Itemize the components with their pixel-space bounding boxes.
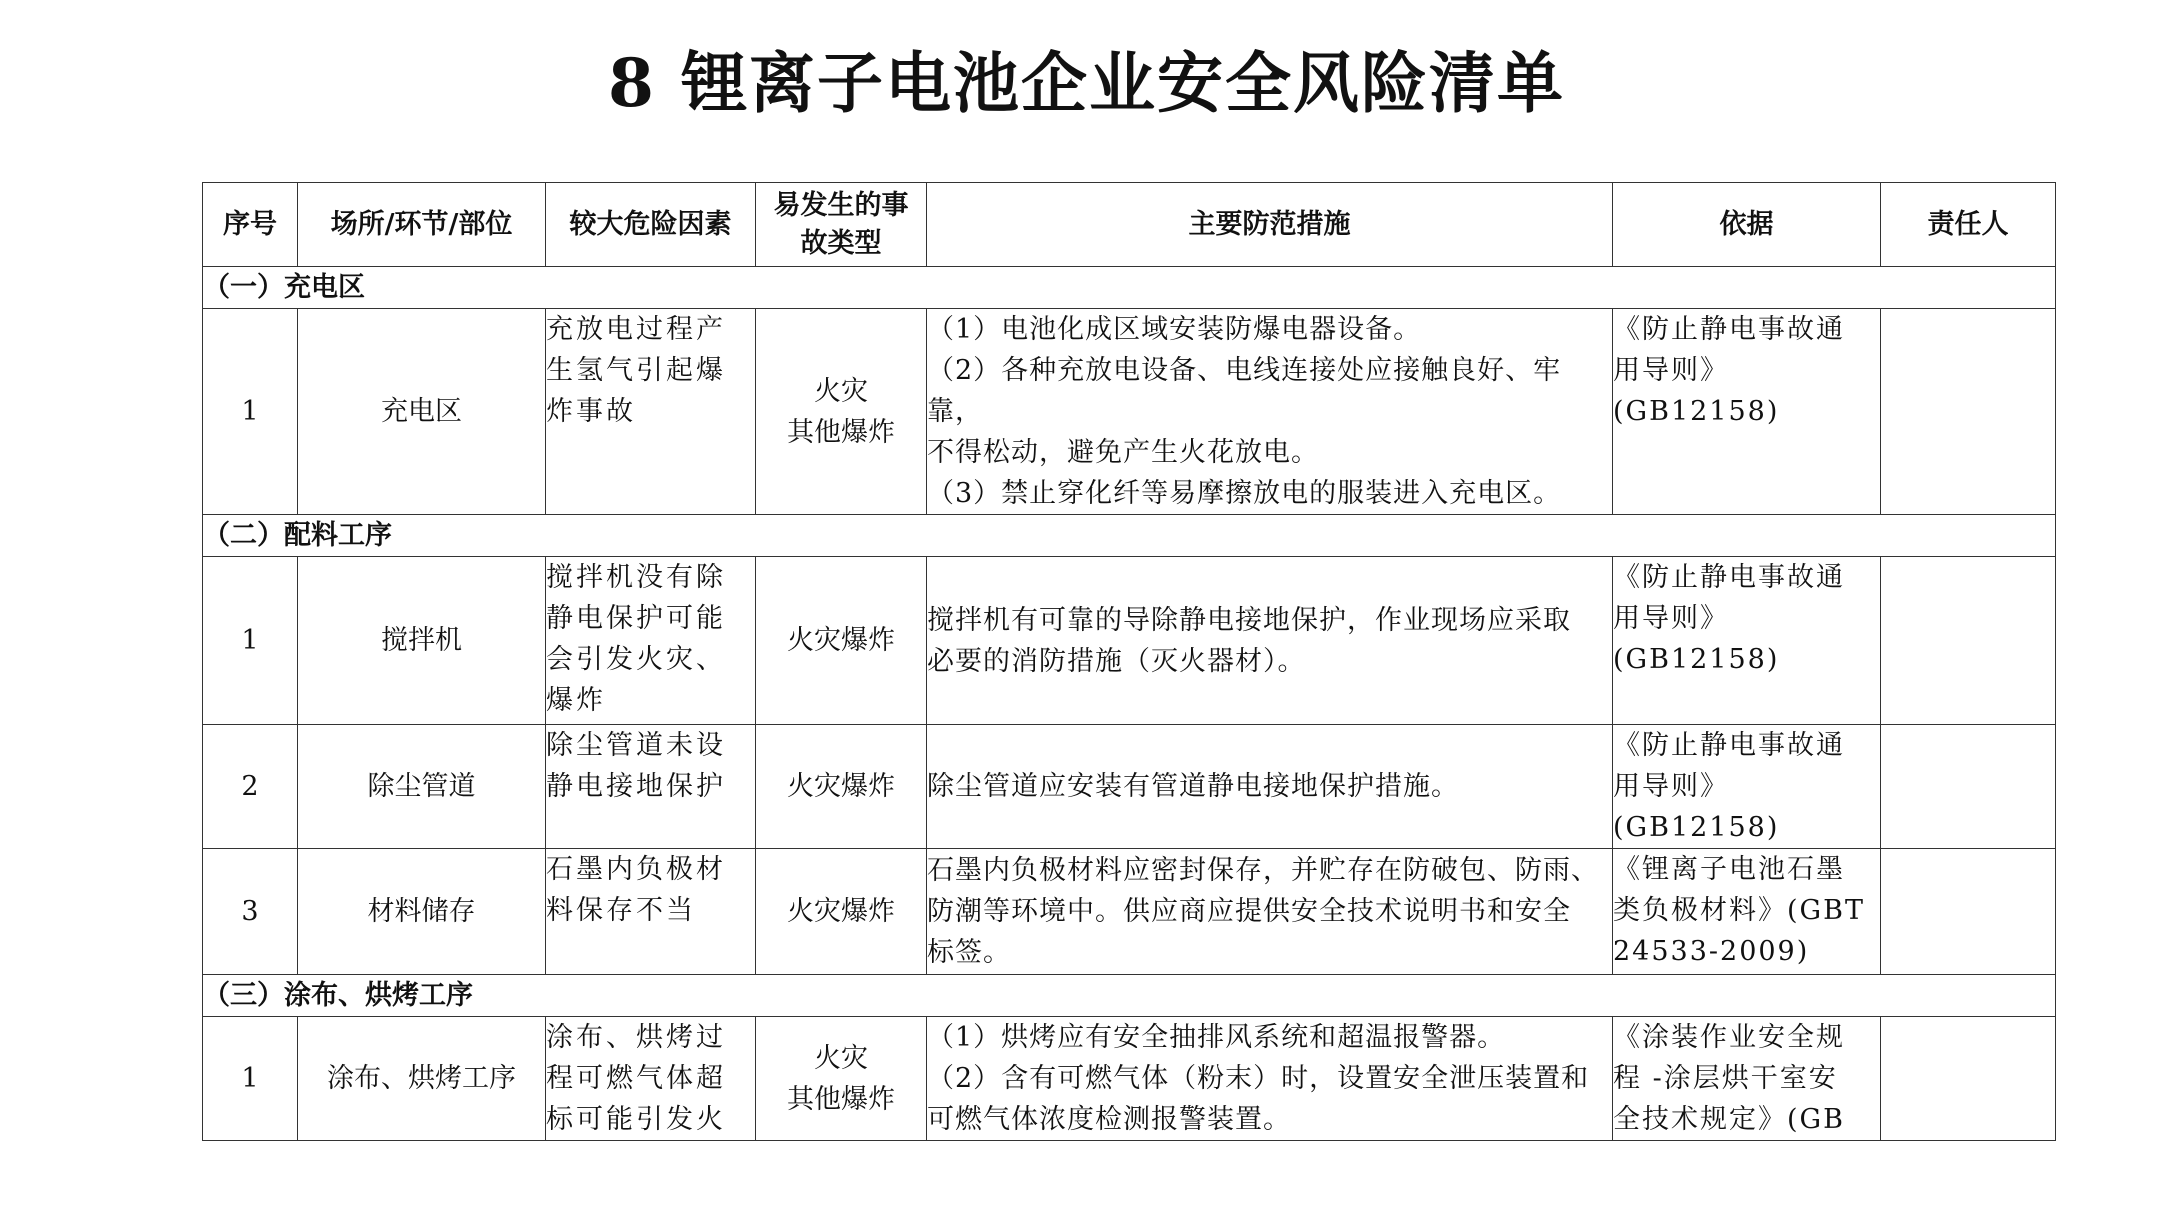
cell-owner: [1881, 1017, 2056, 1141]
table-row: [203, 309, 2056, 515]
cell-no: 1: [203, 1017, 298, 1141]
cell-hazard-line: 涂布、烘烤过: [546, 1022, 726, 1053]
cell-hazard-line: 静电保护可能: [546, 603, 726, 634]
cell-basis-line: 用导则》(GB12158): [1613, 771, 1780, 843]
cell-location: 涂布、烘烤工序: [298, 1017, 546, 1141]
cell-accident-type-line: 其他爆炸: [787, 416, 895, 448]
table-row: [203, 557, 2056, 725]
cell-owner: [1881, 309, 2056, 515]
cell-basis: [1613, 557, 1881, 725]
cell-basis-line: 《防止静电事故通: [1613, 314, 1845, 345]
cell-hazard: [546, 557, 756, 725]
cell-measures-line: 除尘管道应安装有管道静电接地保护措施。: [927, 771, 1459, 802]
cell-measures-line: 标签。: [927, 937, 1011, 968]
section-row: [203, 267, 2056, 309]
cell-basis: [1613, 725, 1881, 849]
cell-accident-type-line: 其他爆炸: [787, 1083, 895, 1115]
cell-measures-line: （1）电池化成区域安装防爆电器设备。: [927, 314, 1422, 345]
cell-owner: [1881, 725, 2056, 849]
section-row: [203, 515, 2056, 557]
cell-measures-line: （1）烘烤应有安全抽排风系统和超温报警器。: [927, 1022, 1506, 1053]
cell-accident-type-line: 火灾爆炸: [787, 771, 895, 802]
cell-hazard: [546, 1017, 756, 1141]
cell-hazard: [546, 849, 756, 975]
section-title: （一）充电区: [203, 267, 2056, 309]
header-accident-type: 易发生的事故类型: [756, 183, 927, 267]
cell-accident-type: [756, 849, 927, 975]
cell-basis-line: 24533-2009): [1613, 936, 1810, 967]
cell-accident-type: [756, 309, 927, 515]
cell-hazard-line: 程可燃气体超: [546, 1063, 726, 1094]
header-hazard: 较大危险因素: [546, 183, 756, 267]
cell-basis: [1613, 849, 1881, 975]
cell-location: 充电区: [298, 309, 546, 515]
document-title: 8 锂离子电池企业安全风险清单: [608, 44, 1565, 122]
cell-hazard-line: 会引发火灾、: [546, 644, 726, 675]
cell-basis-line: 全技术规定》(GB: [1613, 1104, 1845, 1135]
cell-no: 2: [203, 725, 298, 849]
cell-basis-line: 程 -涂层烘干室安: [1613, 1063, 1838, 1094]
cell-accident-type: [756, 1017, 927, 1141]
table-header-row: [203, 183, 2056, 267]
cell-owner: [1881, 849, 2056, 975]
section-title: （二）配料工序: [203, 515, 2056, 557]
cell-location: 搅拌机: [298, 557, 546, 725]
cell-basis-line: 《防止静电事故通: [1613, 730, 1845, 761]
cell-hazard-line: 料保存不当: [546, 895, 696, 926]
cell-measures-line: （2）各种充放电设备、电线连接处应接触良好、牢靠，: [927, 355, 1562, 427]
cell-no: 1: [203, 557, 298, 725]
cell-hazard: [546, 725, 756, 849]
cell-basis: [1613, 1017, 1881, 1141]
table-row: [203, 1017, 2056, 1141]
cell-measures-line: 防潮等环境中。供应商应提供安全技术说明书和安全: [927, 896, 1571, 927]
risk-table: [202, 182, 2056, 1141]
cell-measures-line: 可燃气体浓度检测报警装置。: [927, 1104, 1291, 1135]
cell-basis: [1613, 309, 1881, 515]
table-row: [203, 849, 2056, 975]
cell-accident-type: [756, 725, 927, 849]
cell-owner: [1881, 557, 2056, 725]
cell-location: 除尘管道: [298, 725, 546, 849]
cell-measures-line: （3）禁止穿化纤等易摩擦放电的服装进入充电区。: [927, 478, 1562, 509]
header-no: 序号: [203, 183, 298, 267]
cell-measures: [927, 725, 1613, 849]
section-title: （三）涂布、烘烤工序: [203, 975, 2056, 1017]
cell-measures-line: 搅拌机有可靠的导除静电接地保护，作业现场应采取: [927, 604, 1571, 636]
table-row: [203, 725, 2056, 849]
cell-hazard-line: 充放电过程产: [546, 314, 726, 345]
header-measures: 主要防范措施: [927, 183, 1613, 267]
cell-accident-type-line: 火灾: [814, 1042, 868, 1074]
cell-measures-line: 石墨内负极材料应密封保存，并贮存在防破包、防雨、: [927, 855, 1599, 886]
cell-location: 材料储存: [298, 849, 546, 975]
cell-basis-line: 《锂离子电池石墨: [1613, 854, 1845, 885]
cell-hazard-line: 石墨内负极材: [546, 854, 726, 885]
cell-hazard-line: 生氢气引起爆: [546, 355, 726, 386]
cell-basis-line: 用导则》(GB12158): [1613, 603, 1780, 675]
header-location: 场所/环节/部位: [298, 183, 546, 267]
cell-measures-line: （2）含有可燃气体（粉末）时，设置安全泄压装置和: [927, 1063, 1590, 1094]
cell-measures: [927, 557, 1613, 725]
cell-no: 1: [203, 309, 298, 515]
cell-basis-line: 类负极材料》(GBT: [1613, 895, 1865, 926]
cell-basis-line: 《防止静电事故通: [1613, 562, 1845, 593]
cell-basis-line: 用导则》(GB12158): [1613, 355, 1780, 427]
cell-hazard-line: 静电接地保护: [546, 771, 726, 802]
cell-hazard-line: 爆炸: [546, 685, 606, 716]
cell-hazard-line: 搅拌机没有除: [546, 562, 726, 593]
cell-accident-type-line: 火灾爆炸: [787, 625, 895, 656]
cell-accident-type-line: 火灾爆炸: [787, 896, 895, 927]
header-owner: 责任人: [1881, 183, 2056, 267]
cell-measures: [927, 309, 1613, 515]
header-basis: 依据: [1613, 183, 1881, 267]
cell-no: 3: [203, 849, 298, 975]
cell-measures: [927, 849, 1613, 975]
cell-hazard-line: 炸事故: [546, 396, 636, 427]
cell-accident-type: [756, 557, 927, 725]
cell-measures-line: 必要的消防措施（灭火器材）。: [927, 645, 1306, 677]
cell-accident-type-line: 火灾: [814, 375, 868, 407]
cell-measures-line: 不得松动，避免产生火花放电。: [927, 437, 1319, 468]
cell-measures: [927, 1017, 1613, 1141]
cell-hazard-line: 标可能引发火: [546, 1104, 726, 1135]
cell-basis-line: 《涂装作业安全规: [1613, 1022, 1845, 1053]
cell-hazard: [546, 309, 756, 515]
cell-hazard-line: 除尘管道未设: [546, 730, 726, 761]
section-row: [203, 975, 2056, 1017]
